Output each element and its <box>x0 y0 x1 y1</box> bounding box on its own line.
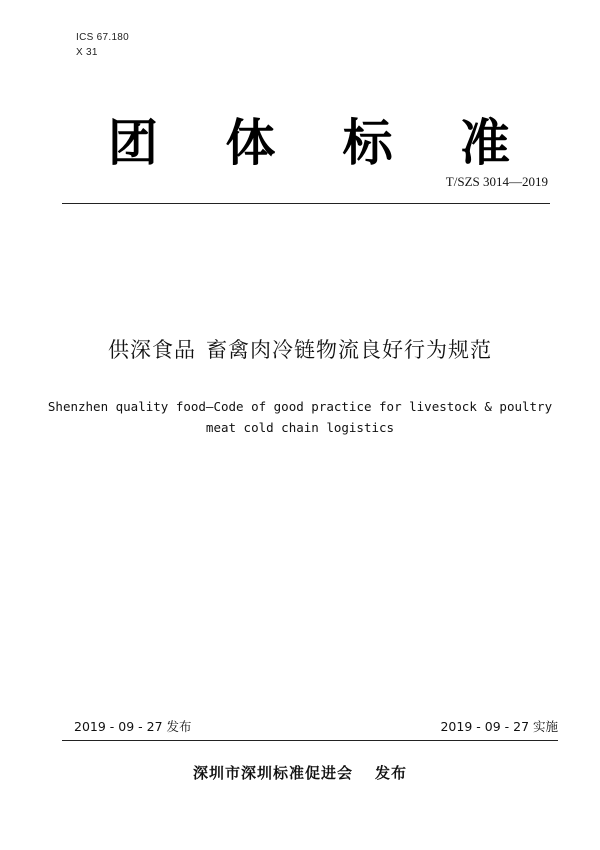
english-title-line-1: Shenzhen quality food—Code of good practice for livestock & poultry <box>47 399 553 414</box>
title-char-4: 准 <box>459 114 510 172</box>
title-char-2: 体 <box>225 114 276 172</box>
english-title <box>0 396 600 438</box>
top-divider <box>62 203 550 204</box>
chinese-title <box>0 334 600 364</box>
bottom-divider <box>62 740 558 741</box>
implementation-date: 2019 - 09 - 27 实施 <box>440 719 558 734</box>
title-char-1: 团 <box>108 114 158 172</box>
publisher-name: 深圳市深圳标准促进会 <box>192 764 353 782</box>
standard-number: T/SZS 3014—2019 <box>445 174 548 189</box>
chinese-title-main: 畜禽肉冷链物流良好行为规范 <box>206 338 492 362</box>
publish-action: 发布 <box>375 764 408 782</box>
ccs-code: X 31 <box>76 47 98 58</box>
classification-codes <box>76 30 129 60</box>
english-title-line-2: meat cold chain logistics <box>205 420 395 435</box>
chinese-title-prefix: 供深食品 <box>108 338 196 362</box>
issue-date: 2019 - 09 - 27 发布 <box>74 719 192 734</box>
title-char-3: 标 <box>342 114 393 172</box>
ics-code: ICS 67.180 <box>76 32 130 43</box>
publisher-line <box>0 762 600 783</box>
document-type-title <box>60 108 550 178</box>
